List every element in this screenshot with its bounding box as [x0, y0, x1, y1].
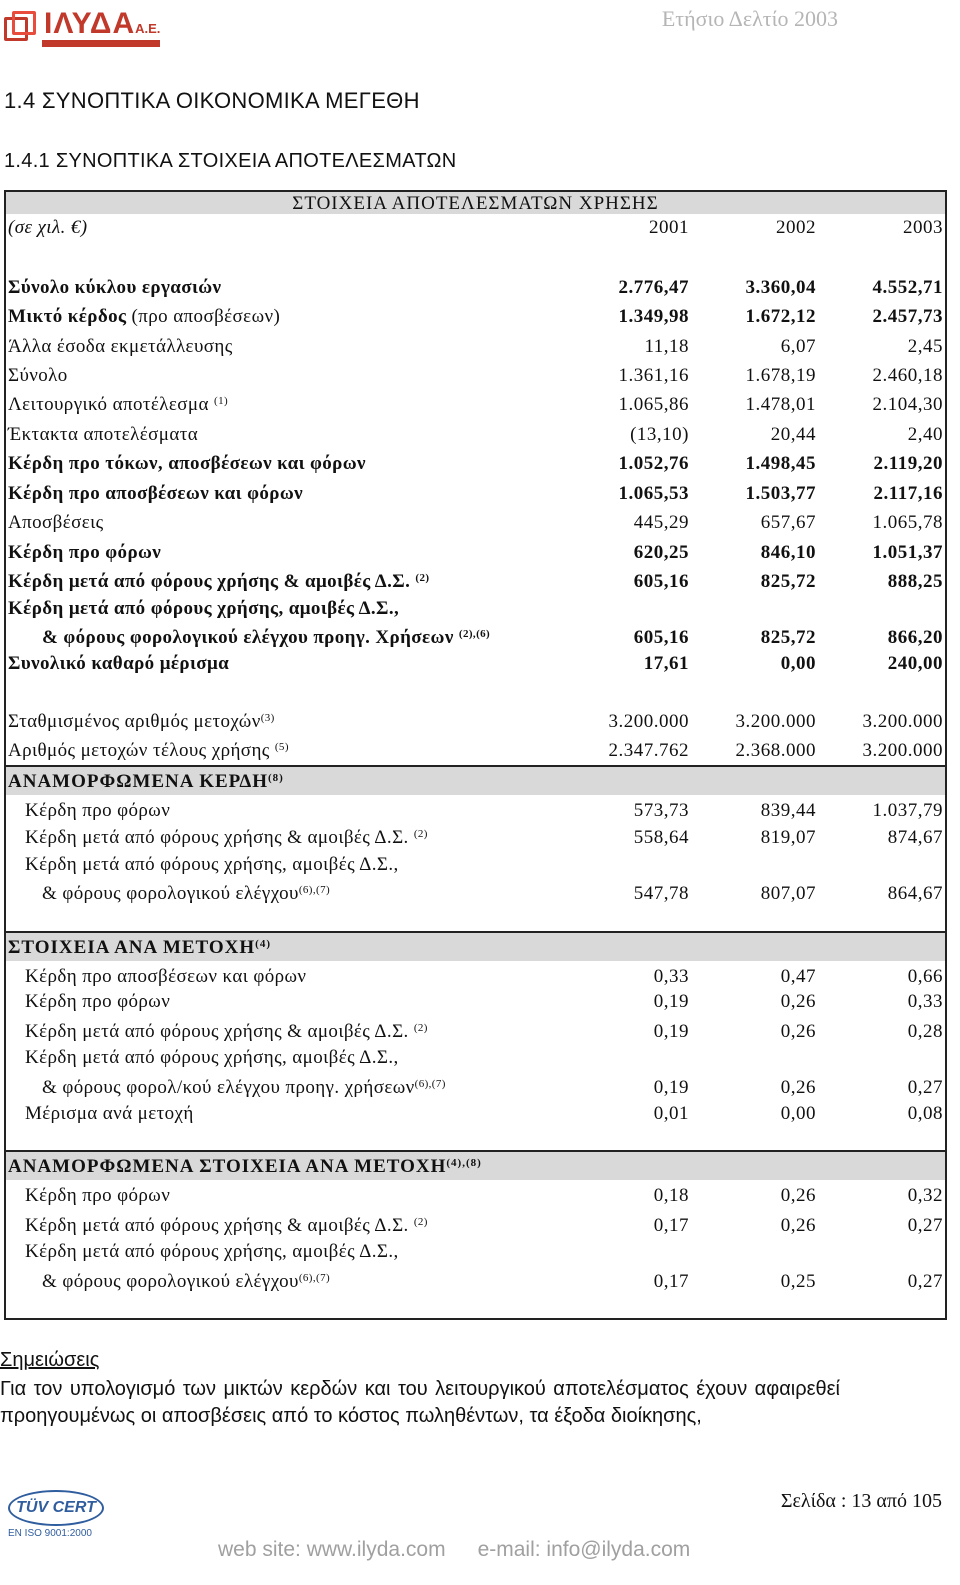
cell-value: 0,00 [780, 1103, 816, 1124]
table-header-row [6, 215, 945, 241]
row-label [8, 363, 68, 389]
footnote-ref: (2) [413, 1022, 428, 1034]
cell-value: 2.457,73 [872, 306, 943, 327]
row-label [8, 540, 161, 566]
table-row [6, 881, 945, 907]
footnote-ref: (8) [268, 772, 284, 784]
row-label [25, 852, 399, 878]
cell-value: 573,73 [633, 800, 689, 821]
row-label-text: Σύνολο κύκλου εργασιών [8, 277, 222, 298]
cell-value: 0,26 [780, 1215, 816, 1236]
cell-value: 807,07 [760, 883, 816, 904]
subsection-heading: 1.4.1 ΣΥΝΟΠΤΙΚΑ ΣΤΟΙΧΕΙΑ ΑΠΟΤΕΛΕΣΜΑΤΩΝ [4, 150, 457, 172]
table-row [6, 1239, 945, 1265]
cell-value: 1.349,98 [618, 306, 689, 327]
table-row [6, 1045, 945, 1071]
row-label [25, 1239, 399, 1265]
cell-value: 1.065,78 [872, 512, 943, 533]
table-row [6, 275, 945, 301]
table-row [6, 625, 945, 651]
table-row [6, 451, 945, 477]
logo-tagline-bar [42, 40, 160, 47]
row-label-text: Έκτακτα αποτελέσματα [8, 424, 199, 445]
row-label [8, 275, 221, 301]
cell-value: 2.776,47 [618, 277, 689, 298]
row-label-text: Κέρδη προ τόκων, αποσβέσεων και φόρων [8, 453, 366, 474]
cell-value: 866,20 [887, 627, 943, 648]
cell-value: 20,44 [770, 424, 816, 445]
row-label-text: Κέρδη προ αποσβέσεων και φόρων [25, 966, 307, 987]
cell-value: 874,67 [887, 827, 943, 848]
row-label [25, 964, 306, 990]
cell-value: 605,16 [633, 627, 689, 648]
cell-value: 3.200.000 [735, 711, 816, 732]
cell-value: 2.104,30 [872, 394, 943, 415]
cell-value: 0,26 [780, 991, 816, 1012]
logo-suffix: Α.Ε. [135, 21, 161, 36]
cell-value: 6,07 [780, 336, 816, 357]
table-row [6, 964, 945, 990]
website-link[interactable]: web site: www.ilyda.com [218, 1538, 446, 1561]
cell-value: 825,72 [760, 571, 816, 592]
notes-text: Για τον υπολογισμό των μικτών κερδών και του λειτουργικού αποτελέσματος έχουν αφαιρεθεί προηγουμένως οι αποσβέσεις από το κόστος πωληθέντων, τα έξοδα διοίκησης, [0, 1378, 840, 1427]
report-title: Ετήσιο Δελτίο 2003 [661, 6, 838, 31]
cell-value: 846,10 [760, 542, 816, 563]
row-label-text: & φόρους φορολογικού ελέγχου [42, 1271, 299, 1292]
cell-value: 3.200.000 [608, 711, 689, 732]
cell-value: (13,10) [630, 424, 689, 445]
row-label [8, 709, 275, 735]
table-row [6, 569, 945, 595]
row-label-text: Κέρδη μετά από φόρους χρήσης & αμοιβές Δ.Σ. [25, 827, 414, 848]
cell-value: 0,26 [780, 1077, 816, 1098]
cell-value: 2.347.762 [608, 740, 689, 761]
row-label-text: Κέρδη προ φόρων [8, 542, 162, 563]
footnote-ref: (6),(7) [298, 1272, 331, 1284]
row-label-text: Σύνολο [8, 365, 68, 386]
cell-value: 825,72 [760, 627, 816, 648]
footnote-ref: (2) [415, 572, 430, 584]
cell-value: 1.672,12 [745, 306, 816, 327]
row-label-text: Κέρδη προ φόρων [25, 991, 171, 1012]
section-heading: 1.4 ΣΥΝΟΠΤΙΚΑ ΟΙΚΟΝΟΜΙΚΑ ΜΕΓΕΘΗ [4, 88, 420, 113]
table-row [6, 510, 945, 536]
cell-value: 0,27 [907, 1077, 943, 1098]
row-label-text: Αποσβέσεις [8, 512, 104, 533]
row-label-text: Σταθμισμένος αριθμός μετοχών [8, 711, 261, 732]
certification-standard: EN ISO 9001:2000 [8, 1528, 92, 1539]
row-label [8, 596, 399, 622]
tuv-cert-icon: TÜV CERT [8, 1490, 104, 1526]
cell-value: 0,17 [653, 1271, 689, 1292]
section-title: ΑΝΑΜΟΡΦΩΜΕΝΑ ΚΕΡΔΗ [8, 771, 269, 792]
cell-value: 547,78 [633, 883, 689, 904]
cell-value: 888,25 [887, 571, 943, 592]
footnote-ref: (3) [260, 712, 275, 724]
row-label [42, 1269, 330, 1295]
notes-title: Σημειώσεις [0, 1349, 100, 1371]
row-label-text: Κέρδη μετά από φόρους χρήσης, αμοιβές Δ.Σ., [8, 598, 400, 619]
page-header [0, 0, 960, 56]
page-number: Σελίδα : 13 από 105 [780, 1490, 942, 1512]
row-label [25, 1019, 428, 1045]
row-label-text: Κέρδη μετά από φόρους χρήσης, αμοιβές Δ.Σ., [25, 1047, 399, 1068]
table-row [6, 1101, 945, 1127]
cell-value: 1.478,01 [745, 394, 816, 415]
footnote-ref: (6),(7) [414, 1078, 446, 1090]
footnote-ref: (6),(7) [298, 884, 331, 896]
cell-value: 2.460,18 [872, 365, 943, 386]
footnote-ref: (2),(6) [458, 628, 491, 640]
row-label [25, 825, 428, 851]
cell-value: 0,47 [780, 966, 816, 987]
cell-value: 0,25 [780, 1271, 816, 1292]
section-title: ΑΝΑΜΟΡΦΩΜΕΝΑ ΣΤΟΙΧΕΙΑ ΑΝΑ ΜΕΤΟΧΗ [8, 1156, 447, 1177]
table-row [6, 1075, 945, 1101]
row-label-text: Αριθμός μετοχών τέλους χρήσης [8, 740, 275, 761]
cell-value: 0,17 [653, 1215, 689, 1236]
row-label [8, 651, 229, 677]
company-logo [4, 7, 161, 43]
row-label-text: Κέρδη μετά από φόρους χρήσης & αμοιβές Δ.Σ. [25, 1215, 414, 1236]
cell-value: 0,00 [780, 653, 816, 674]
table-row [6, 1213, 945, 1239]
table-row [6, 422, 945, 448]
cell-value: 0,66 [907, 966, 943, 987]
row-label [8, 569, 429, 595]
table-row [6, 334, 945, 360]
table-row [6, 798, 945, 824]
cell-value: 0,33 [907, 991, 943, 1012]
logo-text: ΙΛΥΔΑ [44, 7, 136, 40]
table-row [6, 825, 945, 851]
row-label-text: Κέρδη προ φόρων [25, 1185, 171, 1206]
cell-value: 2.117,16 [873, 483, 943, 504]
row-label [25, 1045, 399, 1071]
cell-value: 1.051,37 [872, 542, 943, 563]
page-footer [218, 1538, 690, 1562]
row-label [8, 451, 366, 477]
row-label [25, 989, 170, 1015]
row-label-text: Μέρισμα ανά μετοχή [25, 1103, 194, 1124]
cell-value: 3.200.000 [862, 711, 943, 732]
year-header: 2003 [903, 217, 943, 238]
year-header: 2002 [776, 217, 816, 238]
cell-value: 2,40 [907, 424, 943, 445]
row-label-text: & φόρους φορολογικού ελέγχου [42, 883, 299, 904]
cell-value: 620,25 [633, 542, 689, 563]
cell-value: 657,67 [760, 512, 816, 533]
cell-value: 0,33 [653, 966, 689, 987]
cell-value: 0,18 [653, 1185, 689, 1206]
row-label-text: Κέρδη προ φόρων [25, 800, 171, 821]
cell-value: 2.368.000 [735, 740, 816, 761]
row-label-text: & φόρους φορολογικού ελέγχου προηγ. Χρήσεων [42, 627, 459, 648]
row-label [8, 481, 303, 507]
cell-value: 1.503,77 [745, 483, 816, 504]
cell-value: 2.119,20 [873, 453, 943, 474]
cell-value: 445,29 [633, 512, 689, 533]
cell-value: 240,00 [887, 653, 943, 674]
cell-value: 0,27 [907, 1215, 943, 1236]
row-label [8, 304, 280, 330]
table-row [6, 363, 945, 389]
row-label [42, 625, 490, 651]
cell-value: 0,19 [653, 1021, 689, 1042]
row-label-text: Κέρδη μετά από φόρους χρήσης & αμοιβές Δ.Σ. [8, 571, 416, 592]
year-header: 2001 [649, 217, 689, 238]
row-label-text: Λειτουργικό αποτέλεσμα [8, 394, 214, 415]
row-label-text: & φόρους φορολ/κού ελέγχου προηγ. χρήσεων [42, 1077, 415, 1098]
section-header-per-share [6, 931, 945, 961]
cell-value: 1.498,45 [745, 453, 816, 474]
section-header-adjusted-per-share [6, 1150, 945, 1180]
row-label [8, 392, 228, 418]
logo-mark-icon [4, 11, 38, 43]
row-label [25, 1213, 428, 1239]
table-row [6, 392, 945, 418]
cell-value: 0,19 [653, 1077, 689, 1098]
row-label [8, 422, 198, 448]
table-row [6, 709, 945, 735]
row-label-text: Συνολικό καθαρό μέρισμα [8, 653, 230, 674]
row-label [42, 1075, 446, 1101]
row-label-text: Άλλα έσοδα εκμετάλλευσης [8, 336, 233, 357]
footnote-ref: (4),(8) [446, 1157, 482, 1169]
row-label-text: Κέρδη μετά από φόρους χρήσης, αμοιβές Δ.Σ., [25, 1241, 399, 1262]
row-label-detail: (προ αποσβέσεων) [126, 306, 281, 327]
cell-value: 0,19 [653, 991, 689, 1012]
cell-value: 0,08 [907, 1103, 943, 1124]
cell-value: 0,27 [907, 1271, 943, 1292]
row-label [8, 510, 104, 536]
cell-value: 3.360,04 [745, 277, 816, 298]
table-row [6, 481, 945, 507]
certification-badge [8, 1490, 108, 1538]
cell-value: 1.065,86 [618, 394, 689, 415]
row-label-text: Κέρδη μετά από φόρους χρήσης & αμοιβές Δ.Σ. [25, 1021, 414, 1042]
cell-value: 0,26 [780, 1185, 816, 1206]
cell-value: 17,61 [643, 653, 689, 674]
cell-value: 0,01 [653, 1103, 689, 1124]
table-row [6, 989, 945, 1015]
cell-value: 864,67 [887, 883, 943, 904]
cell-value: 0,26 [780, 1021, 816, 1042]
cell-value: 4.552,71 [872, 277, 943, 298]
row-label [8, 738, 289, 764]
row-label [25, 1183, 170, 1209]
cell-value: 1.052,76 [618, 453, 689, 474]
footnote-ref: (4) [255, 938, 271, 950]
table-title: ΣΤΟΙΧΕΙΑ ΑΠΟΤΕΛΕΣΜΑΤΩΝ ΧΡΗΣΗΣ [6, 192, 945, 214]
table-row [6, 651, 945, 677]
cell-value: 0,32 [907, 1185, 943, 1206]
cell-value: 1.065,53 [618, 483, 689, 504]
email-link[interactable]: e-mail: info@ilyda.com [477, 1538, 691, 1561]
results-table [4, 190, 947, 1320]
cell-value: 2,45 [907, 336, 943, 357]
section-title: ΣΤΟΙΧΕΙΑ ΑΝΑ ΜΕΤΟΧΗ [8, 937, 256, 958]
table-row [6, 1183, 945, 1209]
row-label [42, 881, 330, 907]
row-label-text: Μικτό κέρδος [8, 306, 127, 327]
table-row [6, 738, 945, 764]
table-row [6, 596, 945, 622]
section-header-adjusted [6, 765, 945, 795]
cell-value: 3.200.000 [862, 740, 943, 761]
cell-value: 1.361,16 [618, 365, 689, 386]
unit-label: (σε χιλ. €) [8, 217, 88, 238]
row-label [8, 334, 233, 360]
cell-value: 11,18 [644, 336, 689, 357]
cell-value: 819,07 [760, 827, 816, 848]
cell-value: 1.678,19 [745, 365, 816, 386]
cell-value: 839,44 [760, 800, 816, 821]
cell-value: 605,16 [633, 571, 689, 592]
footnote-ref: (2) [413, 828, 428, 840]
row-label [25, 1101, 194, 1127]
table-row [6, 1019, 945, 1045]
cell-value: 0,28 [907, 1021, 943, 1042]
row-label-text: Κέρδη μετά από φόρους χρήσης, αμοιβές Δ.Σ., [25, 854, 399, 875]
cell-value: 558,64 [633, 827, 689, 848]
row-label [25, 798, 170, 824]
row-label-text: Κέρδη προ αποσβέσεων και φόρων [8, 483, 303, 504]
table-row [6, 304, 945, 330]
table-row [6, 1269, 945, 1295]
footnote-ref: (2) [413, 1216, 428, 1228]
cell-value: 1.037,79 [872, 800, 943, 821]
footnote-ref: (5) [274, 741, 289, 753]
table-row [6, 852, 945, 878]
footnote-ref: (1) [214, 395, 229, 407]
table-row [6, 540, 945, 566]
